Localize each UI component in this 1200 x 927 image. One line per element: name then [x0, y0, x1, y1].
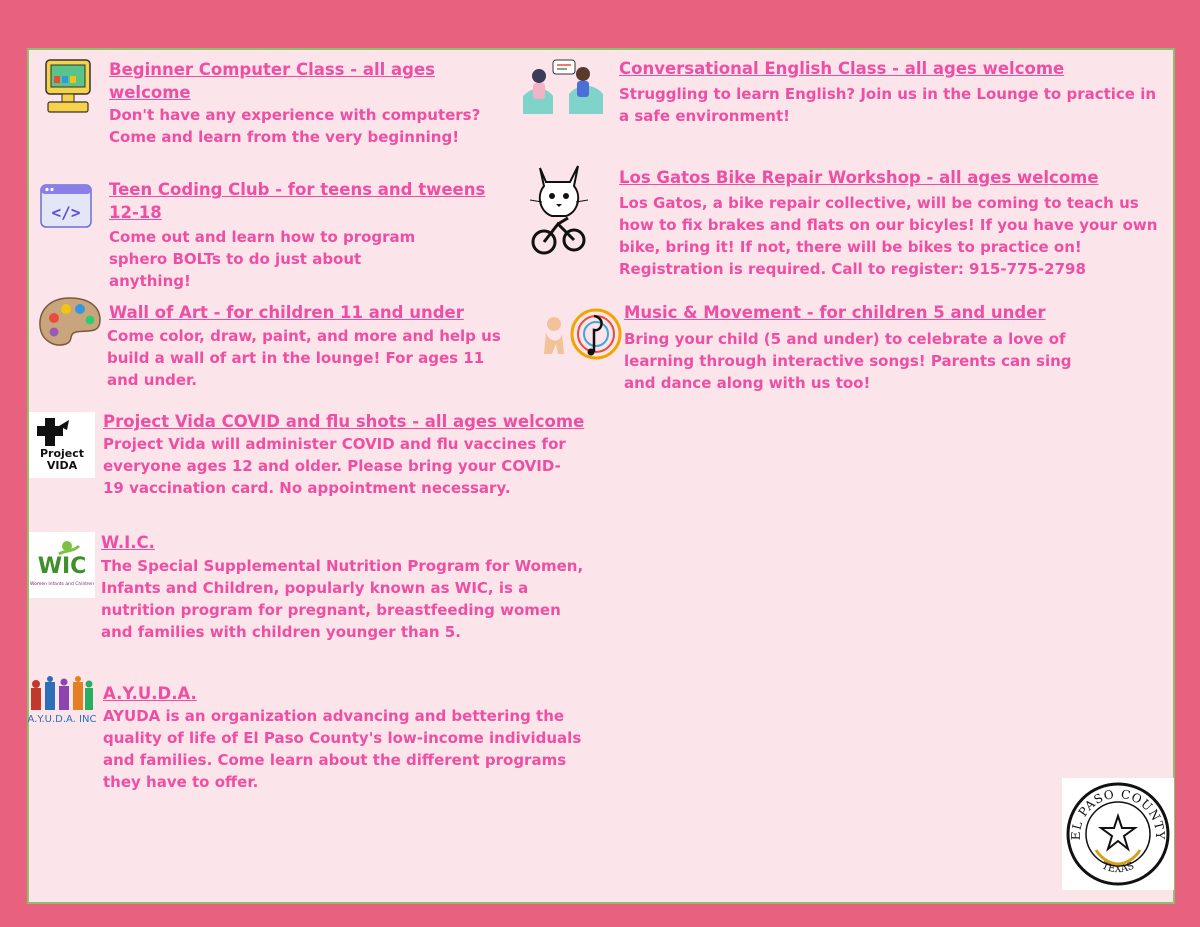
event-music-movement [624, 301, 1104, 394]
event-description: Come color, draw, paint, and more and help us build a wall of art in the lounge! For ages 11 and under. [107, 327, 501, 389]
code-window-icon [40, 183, 92, 229]
event-description: Come out and learn how to program sphero BOLTs to do just about anything! [109, 228, 416, 290]
event-description: The Special Supplemental Nutrition Program for Women, Infants and Children, popularly known as WIC, is a nutrition program for pregnant, breastfeeding women and families with children younger than 5. [101, 557, 584, 641]
event-wic [101, 531, 601, 643]
paint-palette-icon [38, 296, 102, 350]
wic-logo-subtext: Women Infants and Children [30, 582, 94, 587]
conversation-icon [523, 56, 603, 114]
seal-top-text: EL PASO COUNTY [1068, 786, 1168, 841]
event-los-gatos [619, 166, 1169, 280]
wic-logo-text: WIC [37, 554, 87, 579]
event-title: Los Gatos Bike Repair Workshop - all ages welcome [619, 168, 1099, 187]
event-description: Don't have any experience with computers? Come and learn from the very beginning! [109, 106, 481, 146]
event-title: Beginner Computer Class - all ages welcome [109, 60, 435, 102]
event-description: Struggling to learn English? Join us in the Lounge to practice in a safe environment! [619, 85, 1157, 125]
ayuda-logo [27, 676, 97, 730]
seal-bottom-text: TEXAS [1099, 860, 1136, 876]
computer-icon [40, 58, 96, 118]
project-vida-logo-text: Project VIDA [39, 447, 85, 472]
event-description: Los Gatos, a bike repair collective, will be coming to teach us how to fix brakes and flats on our bicyles! If you have your own bike, bring it! If not, there will be bikes to practice on! Registration is required. Call to register: 915-775-2798 [619, 194, 1158, 278]
event-title: Music & Movement - for children 5 and under [624, 303, 1046, 322]
event-title: Conversational English Class - all ages welcome [619, 59, 1065, 78]
event-description: Project Vida will administer COVID and flu vaccines for everyone ages 12 and older. Please bring your COVID-19 vaccination card. No appointment necessary. [103, 435, 566, 497]
project-vida-logo [29, 412, 95, 478]
event-title: Project Vida COVID and flu shots - all ages welcome [103, 412, 585, 431]
event-title: A.Y.U.D.A. [103, 684, 197, 703]
county-seal-logo [1062, 778, 1174, 890]
event-beginner-computer [109, 58, 499, 148]
event-description: Bring your child (5 and under) to celebrate a love of learning through interactive songs! Parents can sing and dance along with us too! [624, 330, 1072, 392]
event-teen-coding [109, 178, 509, 292]
event-wall-of-art [107, 301, 507, 391]
event-title: Teen Coding Club - for teens and tweens 12-18 [109, 180, 486, 222]
event-ayuda [103, 682, 603, 793]
event-title: W.I.C. [101, 533, 155, 552]
ayuda-logo-text: A.Y.U.D.A. INC [27, 714, 97, 725]
wic-logo [29, 532, 95, 598]
cat-bike-icon [528, 162, 590, 256]
event-project-vida [103, 410, 603, 499]
music-baby-icon [540, 302, 622, 368]
event-description: AYUDA is an organization advancing and bettering the quality of life of El Paso County's low-income individuals and families. Come learn about the different programs they have to offer. [103, 707, 582, 791]
svg-text:</>: </> [51, 203, 81, 222]
event-conversational-english [619, 57, 1169, 127]
event-title: Wall of Art - for children 11 and under [109, 303, 464, 322]
